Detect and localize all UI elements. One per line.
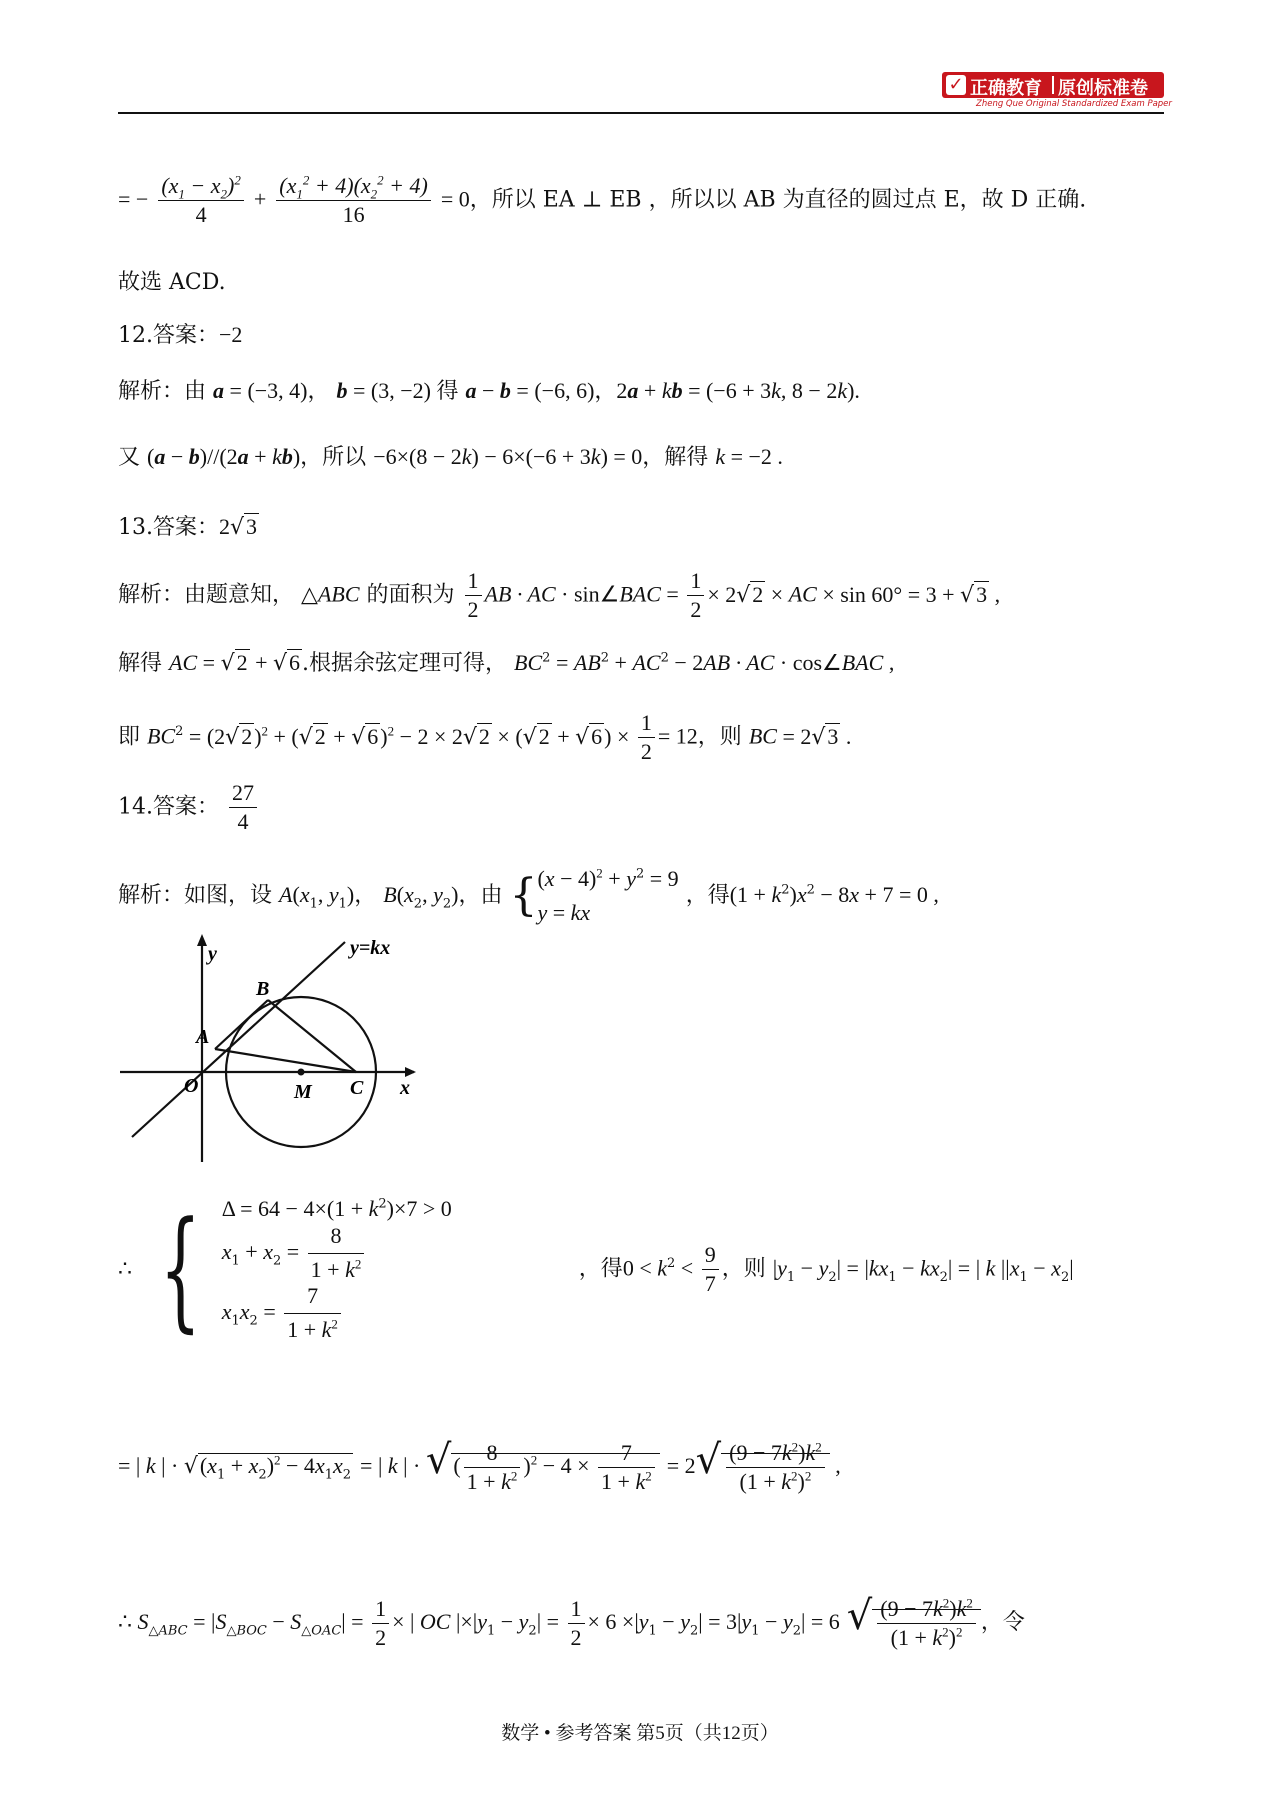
q11-conclusion-text: ，所以 EA ⊥ EB ，所以以 AB 为直径的圆过点 E，故 D 正确.	[469, 187, 1087, 213]
circle-line-diagram	[118, 930, 418, 1170]
q14-text: ，	[354, 883, 377, 908]
label-B: B	[256, 978, 270, 1000]
q12-text: 得	[436, 379, 459, 404]
q12-text: ，所以	[300, 445, 367, 470]
label-line: y=kx	[350, 937, 391, 959]
logo-subtitle: Zheng Que Original Standardized Exam Paper	[976, 99, 1172, 109]
q12-answer-label: 12.答案：	[118, 323, 219, 348]
x-axis-arrow	[405, 1067, 416, 1077]
q12-answer	[118, 324, 242, 347]
center-point-M	[298, 1069, 305, 1076]
q14-distance-line: = | k | · $√(x_1 + x_2)^2 - 4x_1x_2$ = | k | · √( $\frac{8}{1 + k^2}$ )$^2$ − 4 × $\frac{7}{1 + k^2}$ = 2√ $\frac{(9 - 7k^2)k^2}{(1 + k^2)^2}$ ,	[118, 1437, 841, 1494]
q14-analysis-line1: 解析：如图，设 $A(x_1$, $y_1$)， $B(x_2$, $y_2$)，由 {$(x - 4)^2 + y^2 = 9$ y = kx ，得$(1 + k^2)x^2 - 8x + 7 = 0$ ,	[118, 865, 939, 925]
q11-choice: 故选 ACD.	[118, 270, 226, 295]
segment-AB	[215, 1000, 268, 1049]
q13-text: 的面积为	[366, 582, 455, 608]
q13-text: ，则	[697, 724, 742, 750]
q13-text: 即	[118, 724, 141, 750]
logo-brand: 正确教育	[970, 78, 1042, 99]
q14-text: ，得	[685, 883, 730, 908]
q12-analysis-line1: 解析：由 a = (−3, 4)， b = (3, −2) 得 a − b = (−6, 6)，2a + kb = (−6 + 3k, 8 − 2k).	[118, 378, 860, 404]
q13-answer: 13.答案：2√3	[118, 514, 258, 540]
q12-text: 又	[118, 445, 141, 470]
line-y-kx	[132, 942, 345, 1137]
q14-text: ，则	[721, 1256, 766, 1282]
q12-answer-value: −2	[219, 322, 243, 347]
q14-analysis-label: 解析：	[118, 883, 185, 908]
label-M: M	[294, 1081, 312, 1103]
q14-answer-denominator: 4	[237, 809, 249, 834]
q12-analysis-line2: 又 (a − b)//(2a + kb)，所以 −6×(8 − 2k) − 6×(−6 + 3k) = 0，解得 k = −2 .	[118, 444, 783, 470]
q14-area-line: ∴ $S_{\triangle ABC} = |S_{\triangle BOC} - S_{\triangle OAC}|$ = $\frac{1}{2}$ × | OC $|\times|y_1 - y_2|$ = $\frac{1}{2}$ × $6 \times|y_1 - y_2| = 3|y_1 - y_2| = 6$ √ $\frac{(9 - 7k^2)k^2}{(1 + k^2)^2}$ ，令	[118, 1593, 1025, 1650]
label-y: y	[208, 943, 217, 965]
brand-logo	[942, 72, 1172, 112]
q14-answer	[118, 782, 260, 833]
q14-text: ，得	[578, 1256, 623, 1282]
y-axis-arrow	[197, 934, 207, 946]
q13-text: .根据余弦定理可得，	[302, 651, 508, 676]
q12-text: ，解得	[642, 445, 709, 470]
label-x: x	[400, 1077, 410, 1099]
label-O: O	[184, 1075, 199, 1097]
q13-analysis-line2: 解得 AC = √2 + √6.根据余弦定理可得， $BC^2 = AB^2 + AC^2 - 2AB$ · AC · cos∠BAC ,	[118, 650, 895, 676]
q14-answer-label: 14.答案：	[118, 794, 219, 820]
q14-text: ，由	[458, 883, 503, 908]
check-icon: ✓	[946, 75, 966, 95]
q11-final-line: = − $\frac{(x_1 - x_2)^2}{4}$ + $\frac{(x_1^2 + 4)(x_2^2 + 4)}{16}$ = 0，所以 EA ⊥ EB ，所以以 AB 为直径的圆过点 E，故 D 正确.	[118, 172, 1087, 227]
logo-divider	[1052, 76, 1054, 94]
q14-system: ∴ { $\Delta = 64 - 4\times(1 + k^2)\times 7 > 0$ $x_1 + x_2$ = $\frac{8}{1 + k^2}$ $x_1x_2$ = $\frac{7}{1 + k^2}$ ，得$0 < k^2$ < $\frac{9}{7}$ ，则 $|y_1 - y_2| = |kx_1 - kx_2|$ = | k $||x_1 - x_2|$	[118, 1193, 1074, 1346]
q13-text: 解得	[118, 651, 163, 676]
q13-text: 由题意知，	[184, 582, 295, 608]
q12-analysis-label: 解析：	[118, 379, 185, 404]
q14-text: 如图，设	[184, 883, 273, 908]
q13-answer-label: 13.答案：	[118, 515, 219, 540]
label-A: A	[196, 1026, 210, 1048]
q14-answer-numerator: 27	[229, 782, 257, 808]
q13-analysis-label: 解析：	[118, 582, 185, 608]
q14-text: ，令	[980, 1610, 1025, 1635]
label-C: C	[350, 1077, 364, 1099]
page-footer: 数学 • 参考答案 第5页（共12页）	[501, 1723, 779, 1744]
q12-text: ，	[307, 379, 330, 404]
segment-AC	[215, 1049, 356, 1072]
q13-analysis-line3: 即 $BC^2 = (2√2)^2 + (√2 + √6)^2 - 2 \times 2√2 \times (√2 + √6)$ × $\frac{1}{2}$ = 12，则 BC = 2√3 .	[118, 710, 852, 764]
q13-analysis-line1: 解析：由题意知， △ABC 的面积为 $\frac{1}{2}$ AB · AC · sin∠BAC = $\frac{1}{2}$ × 2√2 × AC × sin 60° = 3 + √3 ,	[118, 568, 1001, 622]
header-rule	[118, 112, 1164, 114]
logo-series: 原创标准卷	[1058, 78, 1148, 99]
q12-text: 由	[184, 379, 207, 404]
